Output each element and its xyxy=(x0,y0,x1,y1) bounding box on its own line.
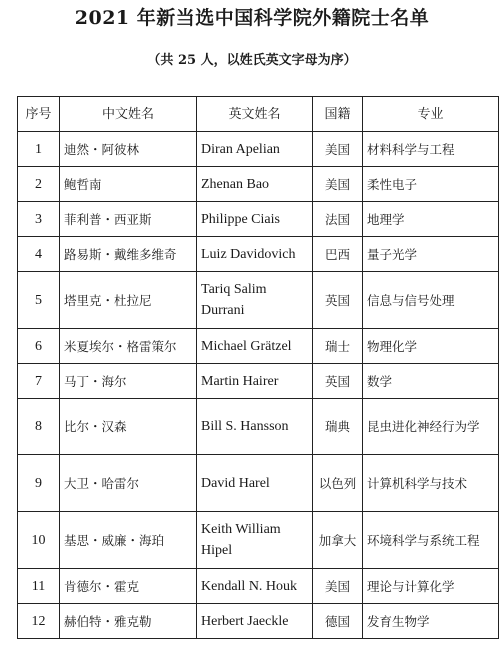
nationality-cell: 瑞士 xyxy=(313,329,363,364)
specialty-cell: 发育生物学 xyxy=(363,604,499,639)
header-specialty: 专业 xyxy=(363,97,499,132)
header-chinese-name: 中文姓名 xyxy=(60,97,197,132)
serial-number-cell: 4 xyxy=(18,237,60,272)
chinese-name-cell: 比尔・汉森 xyxy=(60,399,197,455)
chinese-name-cell: 迪然・阿彼林 xyxy=(60,132,197,167)
nationality-cell: 加拿大 xyxy=(313,512,363,569)
nationality-cell: 美国 xyxy=(313,167,363,202)
english-name-cell: Diran Apelian xyxy=(197,132,313,167)
nationality-cell: 英国 xyxy=(313,364,363,399)
table-row xyxy=(18,569,499,604)
chinese-name-cell: 马丁・海尔 xyxy=(60,364,197,399)
english-name-cell: Zhenan Bao xyxy=(197,167,313,202)
serial-number-cell: 9 xyxy=(18,455,60,512)
table-row xyxy=(18,237,499,272)
table-row xyxy=(18,399,499,455)
nationality-cell: 巴西 xyxy=(313,237,363,272)
english-name-cell: Martin Hairer xyxy=(197,364,313,399)
serial-number-cell: 7 xyxy=(18,364,60,399)
specialty-cell: 柔性电子 xyxy=(363,167,499,202)
serial-number-cell: 10 xyxy=(18,512,60,569)
header-english-name: 英文姓名 xyxy=(197,97,313,132)
serial-number-cell: 3 xyxy=(18,202,60,237)
english-name-cell: Keith William Hipel xyxy=(197,512,313,569)
header-nationality: 国籍 xyxy=(313,97,363,132)
specialty-cell: 地理学 xyxy=(363,202,499,237)
document-title: 2021 年新当选中国科学院外籍院士名单 xyxy=(74,7,430,29)
specialty-cell: 材料科学与工程 xyxy=(363,132,499,167)
serial-number-cell: 11 xyxy=(18,569,60,604)
serial-number-cell: 12 xyxy=(18,604,60,639)
serial-number-cell: 1 xyxy=(18,132,60,167)
english-name-cell: Luiz Davidovich xyxy=(197,237,313,272)
chinese-name-cell: 米夏埃尔・格雷策尔 xyxy=(60,329,197,364)
chinese-name-cell: 塔里克・杜拉尼 xyxy=(60,272,197,329)
serial-number-cell: 6 xyxy=(18,329,60,364)
chinese-name-cell: 肯德尔・霍克 xyxy=(60,569,197,604)
chinese-name-cell: 大卫・哈雷尔 xyxy=(60,455,197,512)
serial-number-cell: 2 xyxy=(18,167,60,202)
nationality-cell: 英国 xyxy=(313,272,363,329)
table-row xyxy=(18,202,499,237)
serial-number-cell: 8 xyxy=(18,399,60,455)
specialty-cell: 昆虫进化神经行为学 xyxy=(363,399,499,455)
chinese-name-cell: 鲍哲南 xyxy=(60,167,197,202)
nationality-cell: 法国 xyxy=(313,202,363,237)
table-row xyxy=(18,364,499,399)
nationality-cell: 美国 xyxy=(313,569,363,604)
specialty-cell: 量子光学 xyxy=(363,237,499,272)
chinese-name-cell: 菲利普・西亚斯 xyxy=(60,202,197,237)
chinese-name-cell: 基思・威廉・海珀 xyxy=(60,512,197,569)
nationality-cell: 德国 xyxy=(313,604,363,639)
header-serial-number: 序号 xyxy=(18,97,60,132)
specialty-cell: 环境科学与系统工程 xyxy=(363,512,499,569)
english-name-cell: Tariq Salim Durrani xyxy=(197,272,313,329)
specialty-cell: 计算机科学与技术 xyxy=(363,455,499,512)
english-name-cell: Kendall N. Houk xyxy=(197,569,313,604)
chinese-name-cell: 赫伯特・雅克勒 xyxy=(60,604,197,639)
table-header-row xyxy=(18,97,499,132)
specialty-cell: 信息与信号处理 xyxy=(363,272,499,329)
english-name-cell: Bill S. Hansson xyxy=(197,399,313,455)
member-table xyxy=(17,96,499,639)
specialty-cell: 理论与计算化学 xyxy=(363,569,499,604)
nationality-cell: 美国 xyxy=(313,132,363,167)
table-row xyxy=(18,132,499,167)
table-row xyxy=(18,329,499,364)
table-row xyxy=(18,604,499,639)
english-name-cell: Herbert Jaeckle xyxy=(197,604,313,639)
english-name-cell: David Harel xyxy=(197,455,313,512)
specialty-cell: 物理化学 xyxy=(363,329,499,364)
table-row xyxy=(18,455,499,512)
document-subtitle: （共 25 人，以姓氏英文字母为序） xyxy=(147,53,357,68)
english-name-cell: Michael Grätzel xyxy=(197,329,313,364)
serial-number-cell: 5 xyxy=(18,272,60,329)
nationality-cell: 瑞典 xyxy=(313,399,363,455)
chinese-name-cell: 路易斯・戴维多维奇 xyxy=(60,237,197,272)
specialty-cell: 数学 xyxy=(363,364,499,399)
nationality-cell: 以色列 xyxy=(313,455,363,512)
table-row xyxy=(18,167,499,202)
english-name-cell: Philippe Ciais xyxy=(197,202,313,237)
table-row xyxy=(18,272,499,329)
table-row xyxy=(18,512,499,569)
